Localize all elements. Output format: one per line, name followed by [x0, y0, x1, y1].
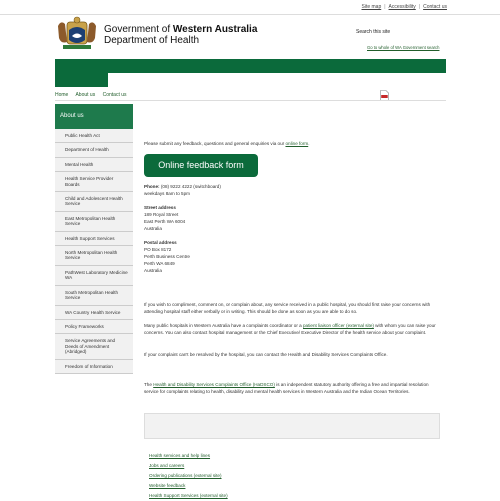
street-line: East Perth WA 6004 [144, 219, 186, 224]
intro-text-prefix: Please submit any feedback, questions and general enquiries via our [144, 141, 286, 146]
complaint-paragraph-3: If your complaint can't be resolved by the hospital, you can contact the Health and Disability Services Complaints Office. [144, 352, 388, 357]
site-map-link[interactable]: Site map [361, 4, 382, 10]
hadsco-link[interactable]: Health and Disability Services Complaints Office (HaDSCO) [153, 382, 275, 387]
postal-line: Australia [144, 268, 162, 273]
top-links: Site map | Accessibility | Contact us [361, 4, 447, 10]
intro-text-suffix: . [308, 141, 310, 146]
sidebar-item-mental-health[interactable]: Mental Health [55, 158, 133, 172]
contact-us-top-link[interactable]: Contact us [423, 4, 447, 10]
phone-line [144, 183, 444, 190]
phone-hours: weekdays 8am to 5pm [144, 191, 190, 196]
sidebar-item-child-adolescent[interactable]: Child and Adolescent Health Service [55, 192, 133, 212]
sidebar-item-wa-country[interactable]: WA Country Health Service [55, 306, 133, 320]
online-form-link[interactable]: online form [285, 141, 309, 146]
sidebar-item-public-health-act[interactable]: Public Health Act [55, 129, 133, 143]
postal-line: Perth WA 6849 [144, 261, 175, 266]
para4-prefix: The [144, 382, 154, 387]
street-line: Australia [144, 226, 162, 231]
breadcrumb [55, 92, 133, 98]
complaint-paragraph-2 [144, 322, 440, 336]
postal-address-label: Postal address [144, 240, 177, 245]
sidebar-heading[interactable]: About us [55, 104, 133, 129]
header-green-bar [55, 59, 446, 73]
street-address-label: Street address [144, 205, 176, 210]
sidebar-item-east-metro[interactable]: East Metropolitan Health Service [55, 212, 133, 232]
sidebar-item-department-of-health[interactable]: Department of Health [55, 143, 133, 157]
sidebar-item-freedom-of-information[interactable]: Freedom of Information [55, 360, 133, 374]
wa-government-search-link[interactable]: Go to whole of WA Government search [367, 45, 440, 50]
sidebar-item-health-support[interactable]: Health Support Services [55, 232, 133, 246]
nav-home-link[interactable]: Home [55, 92, 69, 98]
online-feedback-button[interactable]: Online feedback form [144, 154, 258, 177]
para2-suffix: with whom you can raise your concerns. You can also contact hospital management or the Chief Executive/ Executive Director of the health service about your complaint. [144, 323, 436, 335]
nav-about-link[interactable]: About us [75, 92, 96, 98]
para4-suffix: is an independent statutory authority offering a free and impartial resolution service for complaints relating to health, disability and mental health services in Western Australia and the Indian Ocean Territories. [144, 382, 429, 394]
nav-contact-link[interactable]: Contact us [102, 92, 127, 98]
related-link-jobs[interactable]: Jobs and careers [149, 463, 185, 468]
sidebar-item-south-metro[interactable]: South Metropolitan Health Service [55, 286, 133, 306]
gov-title-line1: Government of Western Australia [104, 24, 258, 35]
related-links [149, 451, 228, 501]
sidebar-item-policy-frameworks[interactable]: Policy Frameworks [55, 320, 133, 334]
nav-divider [55, 100, 446, 101]
info-panel [144, 413, 440, 439]
phone-label: Phone: [144, 184, 160, 189]
related-link-website-feedback[interactable]: Website feedback [149, 483, 186, 488]
hadsco-paragraph [144, 381, 440, 395]
wa-government-crest-icon[interactable] [55, 16, 99, 52]
search-label[interactable]: Search this site [356, 29, 391, 35]
pdf-icon[interactable] [380, 88, 389, 99]
sidebar-item-north-metro[interactable]: North Metropolitan Health Service [55, 246, 133, 266]
street-line: 189 Royal Street [144, 212, 179, 217]
complaint-paragraph-1: If you wish to compliment, comment on, or complain about, any service received in a public hospital, you should first raise your concerns with attending hospital staff either verbally or in writing. This should be done as soon as you are able to do so. [144, 302, 431, 314]
postal-line: PO Box 8172 [144, 247, 172, 252]
contact-details [144, 183, 444, 274]
site-title[interactable] [104, 24, 257, 46]
intro-text [144, 140, 444, 147]
phone-value: (08) 9222 4222 (switchboard) [159, 184, 221, 189]
sidebar-item-provider-boards[interactable]: Health Service Provider Boards [55, 172, 133, 192]
related-link-health-services[interactable]: Health services and help lines [149, 453, 211, 458]
header-green-tab [55, 73, 108, 87]
related-link-publications[interactable]: Ordering publications (external site) [149, 473, 222, 478]
sidebar [55, 104, 133, 374]
sidebar-item-pathwest[interactable]: PathWest Laboratory Medicine WA [55, 266, 133, 286]
para2-prefix: Many public hospitals in Western Australia have a complaints coordinator or a [144, 323, 303, 328]
top-utility-bar [0, 0, 500, 15]
patient-liaison-link[interactable]: patient liaison officer (external site) [303, 323, 374, 328]
accessibility-link[interactable]: Accessibility [388, 4, 416, 10]
sidebar-item-service-agreements[interactable]: Service Agreements and Deeds of Amendment (Abridged) [55, 334, 133, 359]
related-link-health-support[interactable]: Health Support Services (external site) [149, 493, 228, 498]
postal-line: Perth Business Centre [144, 254, 190, 259]
gov-title-line2: Department of Health [104, 35, 200, 46]
